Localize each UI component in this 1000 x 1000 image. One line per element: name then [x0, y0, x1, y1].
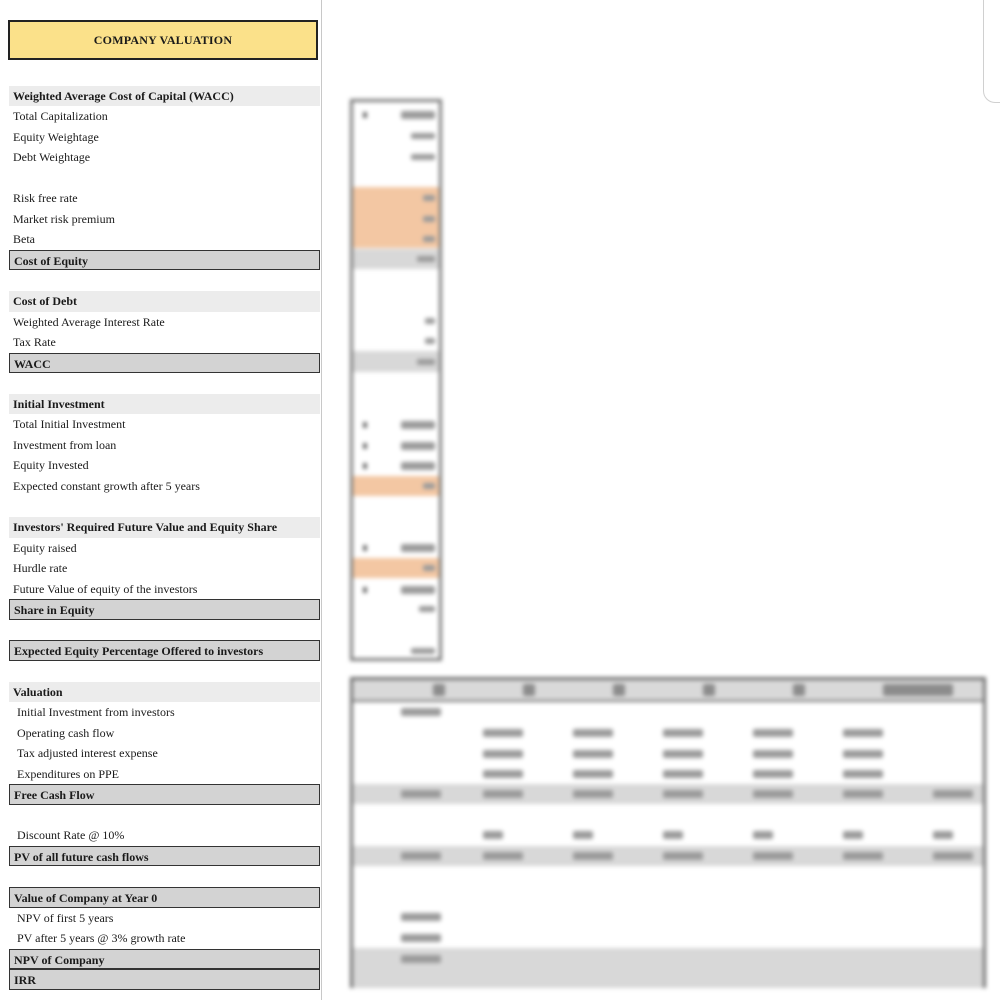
blurred-value	[573, 831, 593, 839]
blurred-value	[753, 852, 793, 860]
blurred-value	[401, 586, 435, 594]
label-row[interactable]: Beta	[13, 232, 35, 247]
year-header-cell	[703, 684, 715, 696]
label-row[interactable]: Initial Investment from investors	[17, 705, 175, 719]
label-row[interactable]: Operating cash flow	[17, 725, 115, 740]
label-row[interactable]: PV after 5 years @ 3% growth rate	[17, 931, 186, 946]
currency-mark	[363, 422, 367, 428]
label-row[interactable]: IRR	[9, 969, 320, 990]
blurred-value	[411, 154, 435, 160]
blurred-value	[401, 421, 435, 429]
blurred-value	[401, 934, 441, 942]
label-row[interactable]: Investment from loan	[13, 437, 117, 452]
label-row[interactable]: Debt Weightage	[13, 150, 91, 165]
currency-mark	[363, 112, 367, 118]
valuation-title: COMPANY VALUATION	[93, 32, 233, 47]
label-row[interactable]: Risk free rate	[13, 191, 78, 206]
blurred-value	[401, 111, 435, 119]
label-row[interactable]: Weighted Average Cost of Capital (WACC)	[9, 86, 320, 107]
valuation-title-cell[interactable]	[8, 20, 318, 60]
blurred-value	[933, 831, 953, 839]
currency-mark	[363, 587, 367, 593]
blurred-value	[753, 750, 793, 758]
label-row[interactable]: Weighted Average Interest Rate	[13, 314, 165, 329]
spacer-row	[9, 373, 320, 394]
blurred-value	[663, 750, 703, 758]
label-row[interactable]: Expected Equity Percentage Offered to investors	[9, 640, 320, 661]
blurred-value	[933, 852, 973, 860]
blurred-value	[483, 790, 523, 798]
blurred-value	[401, 913, 441, 921]
blurred-value	[843, 770, 883, 778]
year-header-cell	[523, 684, 535, 696]
blurred-value	[483, 770, 523, 778]
blurred-value	[753, 790, 793, 798]
label-row[interactable]: Share in Equity	[9, 599, 320, 620]
label-row[interactable]: Total Capitalization	[13, 109, 108, 123]
blurred-value	[401, 790, 441, 798]
blurred-value	[663, 831, 683, 839]
label-row[interactable]: Value of Company at Year 0	[9, 887, 320, 908]
label-row[interactable]: Expected constant growth after 5 years	[13, 478, 200, 493]
blurred-value	[411, 648, 435, 654]
spacer-row	[9, 168, 320, 189]
blurred-value	[423, 236, 435, 242]
label-row[interactable]: Cost of Equity	[9, 250, 320, 271]
label-row[interactable]: Expenditures on PPE	[17, 766, 119, 781]
spacer-row	[9, 497, 320, 518]
year-header-cell	[613, 684, 625, 696]
blurred-value	[401, 462, 435, 470]
blurred-value	[401, 442, 435, 450]
blurred-value	[663, 790, 703, 798]
npv-band	[353, 948, 983, 988]
blurred-value	[425, 318, 435, 324]
label-column	[0, 0, 322, 1000]
label-row[interactable]: NPV of first 5 years	[17, 910, 114, 925]
window-corner	[983, 0, 1000, 103]
blurred-value	[663, 729, 703, 737]
blurred-value	[573, 729, 613, 737]
blurred-value	[419, 606, 435, 612]
label-row[interactable]: Valuation	[9, 682, 320, 703]
blurred-value	[843, 852, 883, 860]
blurred-value	[843, 831, 863, 839]
blurred-value	[753, 770, 793, 778]
label-row[interactable]: Equity Invested	[13, 458, 89, 473]
label-row[interactable]: Total Initial Investment	[13, 417, 126, 432]
blurred-value	[401, 544, 435, 552]
year-header-cell	[433, 684, 445, 696]
label-row[interactable]: Equity raised	[13, 540, 77, 555]
blurred-value	[483, 750, 523, 758]
label-row[interactable]: Equity Weightage	[13, 129, 99, 144]
label-row[interactable]: Free Cash Flow	[9, 784, 320, 805]
spacer-row	[9, 271, 320, 292]
currency-mark	[363, 443, 367, 449]
spacer-row	[9, 866, 320, 887]
label-row[interactable]: Future Value of equity of the investors	[13, 581, 198, 596]
blurred-value	[843, 750, 883, 758]
spacer-row	[9, 661, 320, 682]
terminal-header-cell	[883, 684, 953, 696]
blurred-value	[843, 729, 883, 737]
spacer-row	[9, 805, 320, 826]
label-row[interactable]: WACC	[9, 353, 320, 374]
blurred-value	[663, 852, 703, 860]
valuation-table	[350, 677, 986, 988]
label-row[interactable]: Discount Rate @ 10%	[17, 828, 125, 843]
blurred-value	[573, 852, 613, 860]
blurred-value	[401, 852, 441, 860]
blurred-value	[425, 338, 435, 344]
blurred-value	[843, 790, 883, 798]
blurred-value	[401, 708, 441, 716]
blurred-value	[411, 133, 435, 139]
blurred-value	[573, 750, 613, 758]
blurred-value	[663, 770, 703, 778]
label-row[interactable]: Hurdle rate	[13, 561, 68, 576]
blurred-value	[573, 770, 613, 778]
blurred-value	[423, 195, 435, 201]
blurred-value	[417, 359, 435, 365]
wacc-values-column	[350, 99, 442, 661]
label-row[interactable]: Tax Rate	[13, 335, 56, 350]
blurred-value	[423, 216, 435, 222]
blurred-value	[417, 256, 435, 262]
currency-mark	[363, 545, 367, 551]
year-header-cell	[793, 684, 805, 696]
blurred-value	[483, 831, 503, 839]
blurred-value	[933, 790, 973, 798]
currency-mark	[363, 463, 367, 469]
label-row[interactable]: Cost of Debt	[9, 291, 320, 312]
blurred-value	[753, 831, 773, 839]
blurred-value	[483, 729, 523, 737]
spacer-row	[9, 620, 320, 641]
blurred-value	[423, 483, 435, 489]
blurred-value	[423, 565, 435, 571]
label-row[interactable]: Initial Investment	[9, 394, 320, 415]
blurred-value	[483, 852, 523, 860]
label-row[interactable]: Tax adjusted interest expense	[17, 746, 158, 761]
blurred-value	[401, 955, 441, 963]
label-row[interactable]: Market risk premium	[13, 211, 115, 226]
blurred-value	[753, 729, 793, 737]
year-header-row	[353, 680, 983, 702]
blurred-value	[573, 790, 613, 798]
label-row[interactable]: NPV of Company	[9, 949, 320, 970]
label-row[interactable]: Investors' Required Future Value and Equity Share	[9, 517, 320, 538]
label-row[interactable]: PV of all future cash flows	[9, 846, 320, 867]
